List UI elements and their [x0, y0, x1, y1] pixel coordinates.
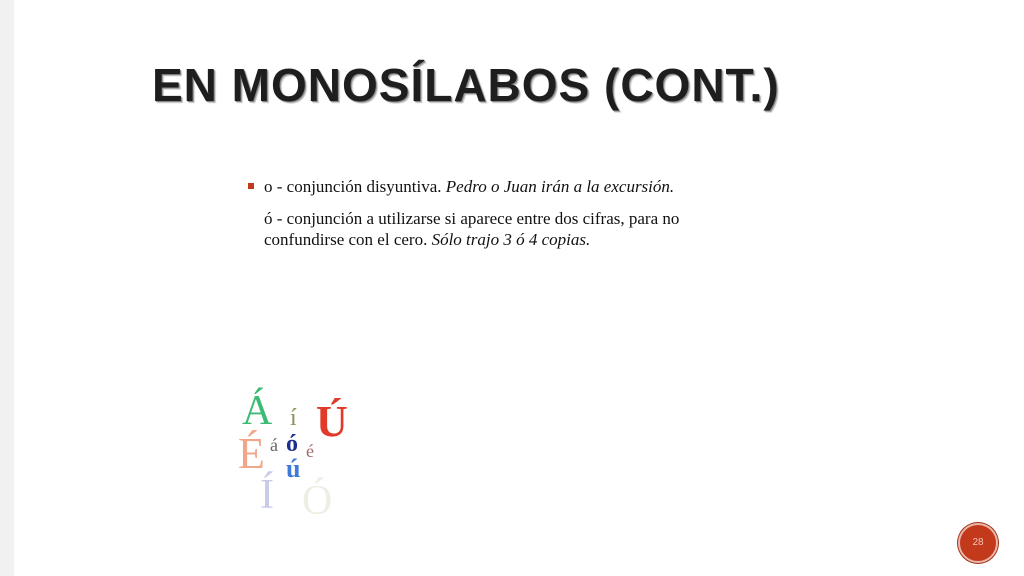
paragraph-text: ó - conjunción a utilizarse si aparece entre dos cifras, para no confundirse con el cero. — [264, 209, 680, 249]
accented-letters-graphic — [232, 380, 372, 530]
bullet-marker-icon — [248, 183, 254, 189]
letter-a-lower: á — [270, 435, 278, 455]
letter-o-upper: Ó — [302, 478, 333, 524]
letter-e-lower: é — [306, 441, 314, 461]
bullet-item — [248, 176, 698, 197]
letter-e-upper: É — [238, 429, 265, 478]
paragraph-example: Sólo trajo 3 ó 4 copias. — [431, 230, 591, 249]
left-accent-bar — [0, 0, 14, 576]
bullet-example: Pedro o Juan irán a la excursión. — [445, 177, 675, 196]
page-number-badge: 28 — [958, 523, 998, 563]
letter-u-lower: ú — [286, 454, 301, 483]
letter-a-upper: Á — [242, 388, 273, 434]
paragraph — [248, 208, 698, 250]
letter-o-lower: ó — [286, 431, 298, 457]
letter-i-lower: í — [290, 405, 297, 431]
slide-content — [248, 176, 698, 250]
slide-title: EN MONOSÍLABOS (CONT.) — [152, 59, 780, 111]
letter-i-upper: Í — [260, 472, 274, 518]
letter-u-upper: Ú — [316, 397, 348, 446]
bullet-text: o - conjunción disyuntiva. — [264, 177, 446, 196]
